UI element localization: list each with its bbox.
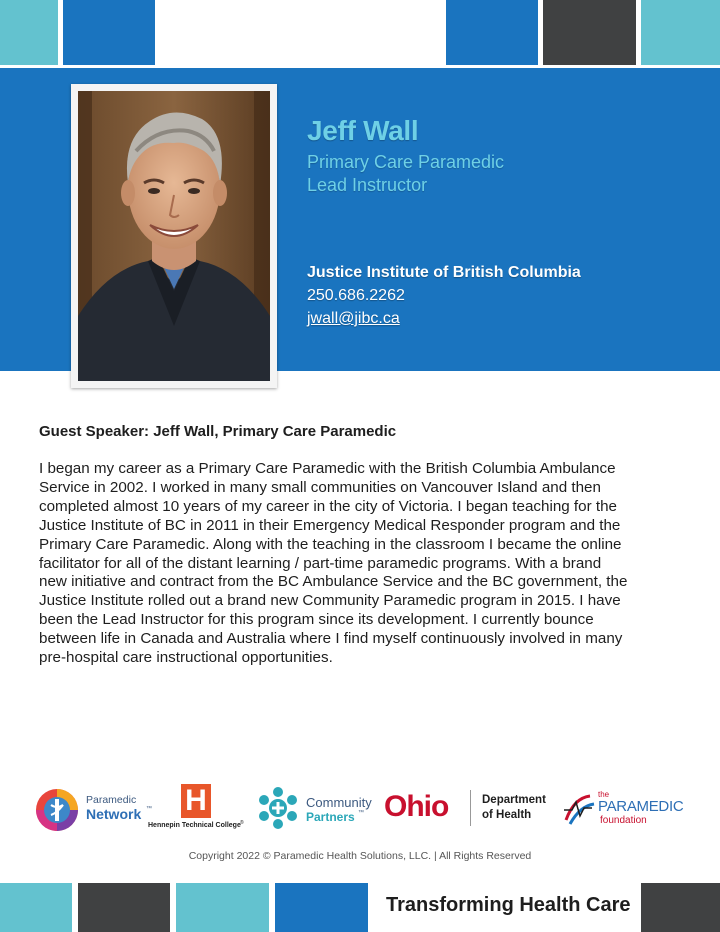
top-tile-dark — [543, 0, 636, 65]
bio-line: Primary Care Paramedic. Along with the teaching in the classroom I became the online — [39, 535, 622, 553]
paramedic-foundation-icon — [560, 790, 598, 828]
snowflake-icon — [256, 786, 300, 830]
ohio-dept-line2: of Health — [482, 809, 532, 821]
speaker-title: Lead Instructor — [307, 175, 428, 195]
hennepin-registered: ® — [240, 820, 244, 826]
partner-logos — [30, 780, 690, 840]
speaker-name: Jeff Wall — [307, 115, 419, 146]
paramedic-foundation-main: PARAMEDIC — [598, 798, 684, 815]
top-tile-teal-left — [0, 0, 58, 65]
bio-line: pre-hospital care instructional opportunities. — [39, 649, 333, 667]
speaker-photo-frame — [71, 84, 277, 388]
bottom-tile-dark-left — [78, 883, 170, 932]
paramedic-foundation-sub: foundation — [600, 815, 647, 826]
hennepin-name: Hennepin Technical College — [148, 822, 241, 829]
bottom-tile-blue — [275, 883, 368, 932]
paramedic-network-logo — [34, 787, 154, 835]
speaker-organization: Justice Institute of British Columbia — [307, 264, 581, 281]
speaker-phone: 250.686.2262 — [307, 287, 405, 304]
paramedic-network-tm: ™ — [146, 806, 152, 812]
copyright-notice: Copyright 2022 © Paramedic Health Solutions, LLC. | All Rights Reserved — [188, 850, 532, 862]
ohio-wordmark: Ohio — [384, 790, 449, 823]
bio-line: between life in Canada and Australia where I find myself continuously involved in many — [39, 630, 623, 648]
paramedic-foundation-the: the — [598, 790, 610, 799]
speaker-photo — [78, 91, 270, 381]
bottom-tile-teal-mid — [176, 883, 269, 932]
speaker-bio — [39, 460, 689, 668]
bio-line: facilitator for all of the distant learning / part-time paramedic programs. With a brand — [39, 554, 602, 572]
bottom-tile-dark-right — [641, 883, 720, 932]
speaker-role: Primary Care Paramedic — [307, 152, 505, 172]
bio-line: Justice Institute rolled out a brand new Community Paramedic program in 2015. I have — [39, 592, 621, 610]
bio-line: been the Lead Instructor for this program since its development. I currently bounce — [39, 611, 594, 629]
bio-line: Justice Institute of BC in 2011 in their Emergency Medical Responder program and the — [39, 516, 621, 534]
ohio-divider — [470, 790, 471, 826]
bottom-tile-teal-left — [0, 883, 72, 932]
hennepin-logo — [148, 784, 248, 836]
article-heading: Guest Speaker: Jeff Wall, Primary Care Paramedic — [39, 423, 397, 440]
paramedic-foundation-logo — [560, 788, 690, 832]
speaker-email-link[interactable]: jwall@jibc.ca — [307, 310, 400, 327]
top-tile-teal-right — [641, 0, 720, 65]
bio-line: I began my career as a Primary Care Paramedic with the British Columbia Ambulance — [39, 460, 616, 477]
community-partners-logo — [256, 786, 376, 834]
hennepin-letter: H — [181, 784, 211, 818]
paramedic-network-icon — [34, 787, 80, 833]
paramedic-network-small: Paramedic — [86, 794, 137, 806]
ohio-health-logo — [384, 788, 554, 832]
ohio-dept-line1: Department — [482, 794, 546, 806]
top-tile-blue-left — [63, 0, 155, 65]
community-partners-line2: Partners — [306, 810, 355, 824]
community-partners-tm: ™ — [358, 810, 364, 816]
top-tile-blue-right — [446, 0, 538, 65]
bio-line: new initiative and contract from the BC Ambulance Service and the BC government, the — [39, 573, 628, 591]
paramedic-network-big: Network — [86, 806, 142, 822]
bio-line: completed almost 10 years of my career in the city of Victoria. I began teaching for the — [39, 497, 617, 515]
bio-line: Service in 2002. I worked in many small communities on Vancouver Island and then — [39, 478, 601, 496]
community-partners-line1: Community — [306, 795, 372, 810]
footer-tagline: Transforming Health Care — [386, 894, 631, 916]
